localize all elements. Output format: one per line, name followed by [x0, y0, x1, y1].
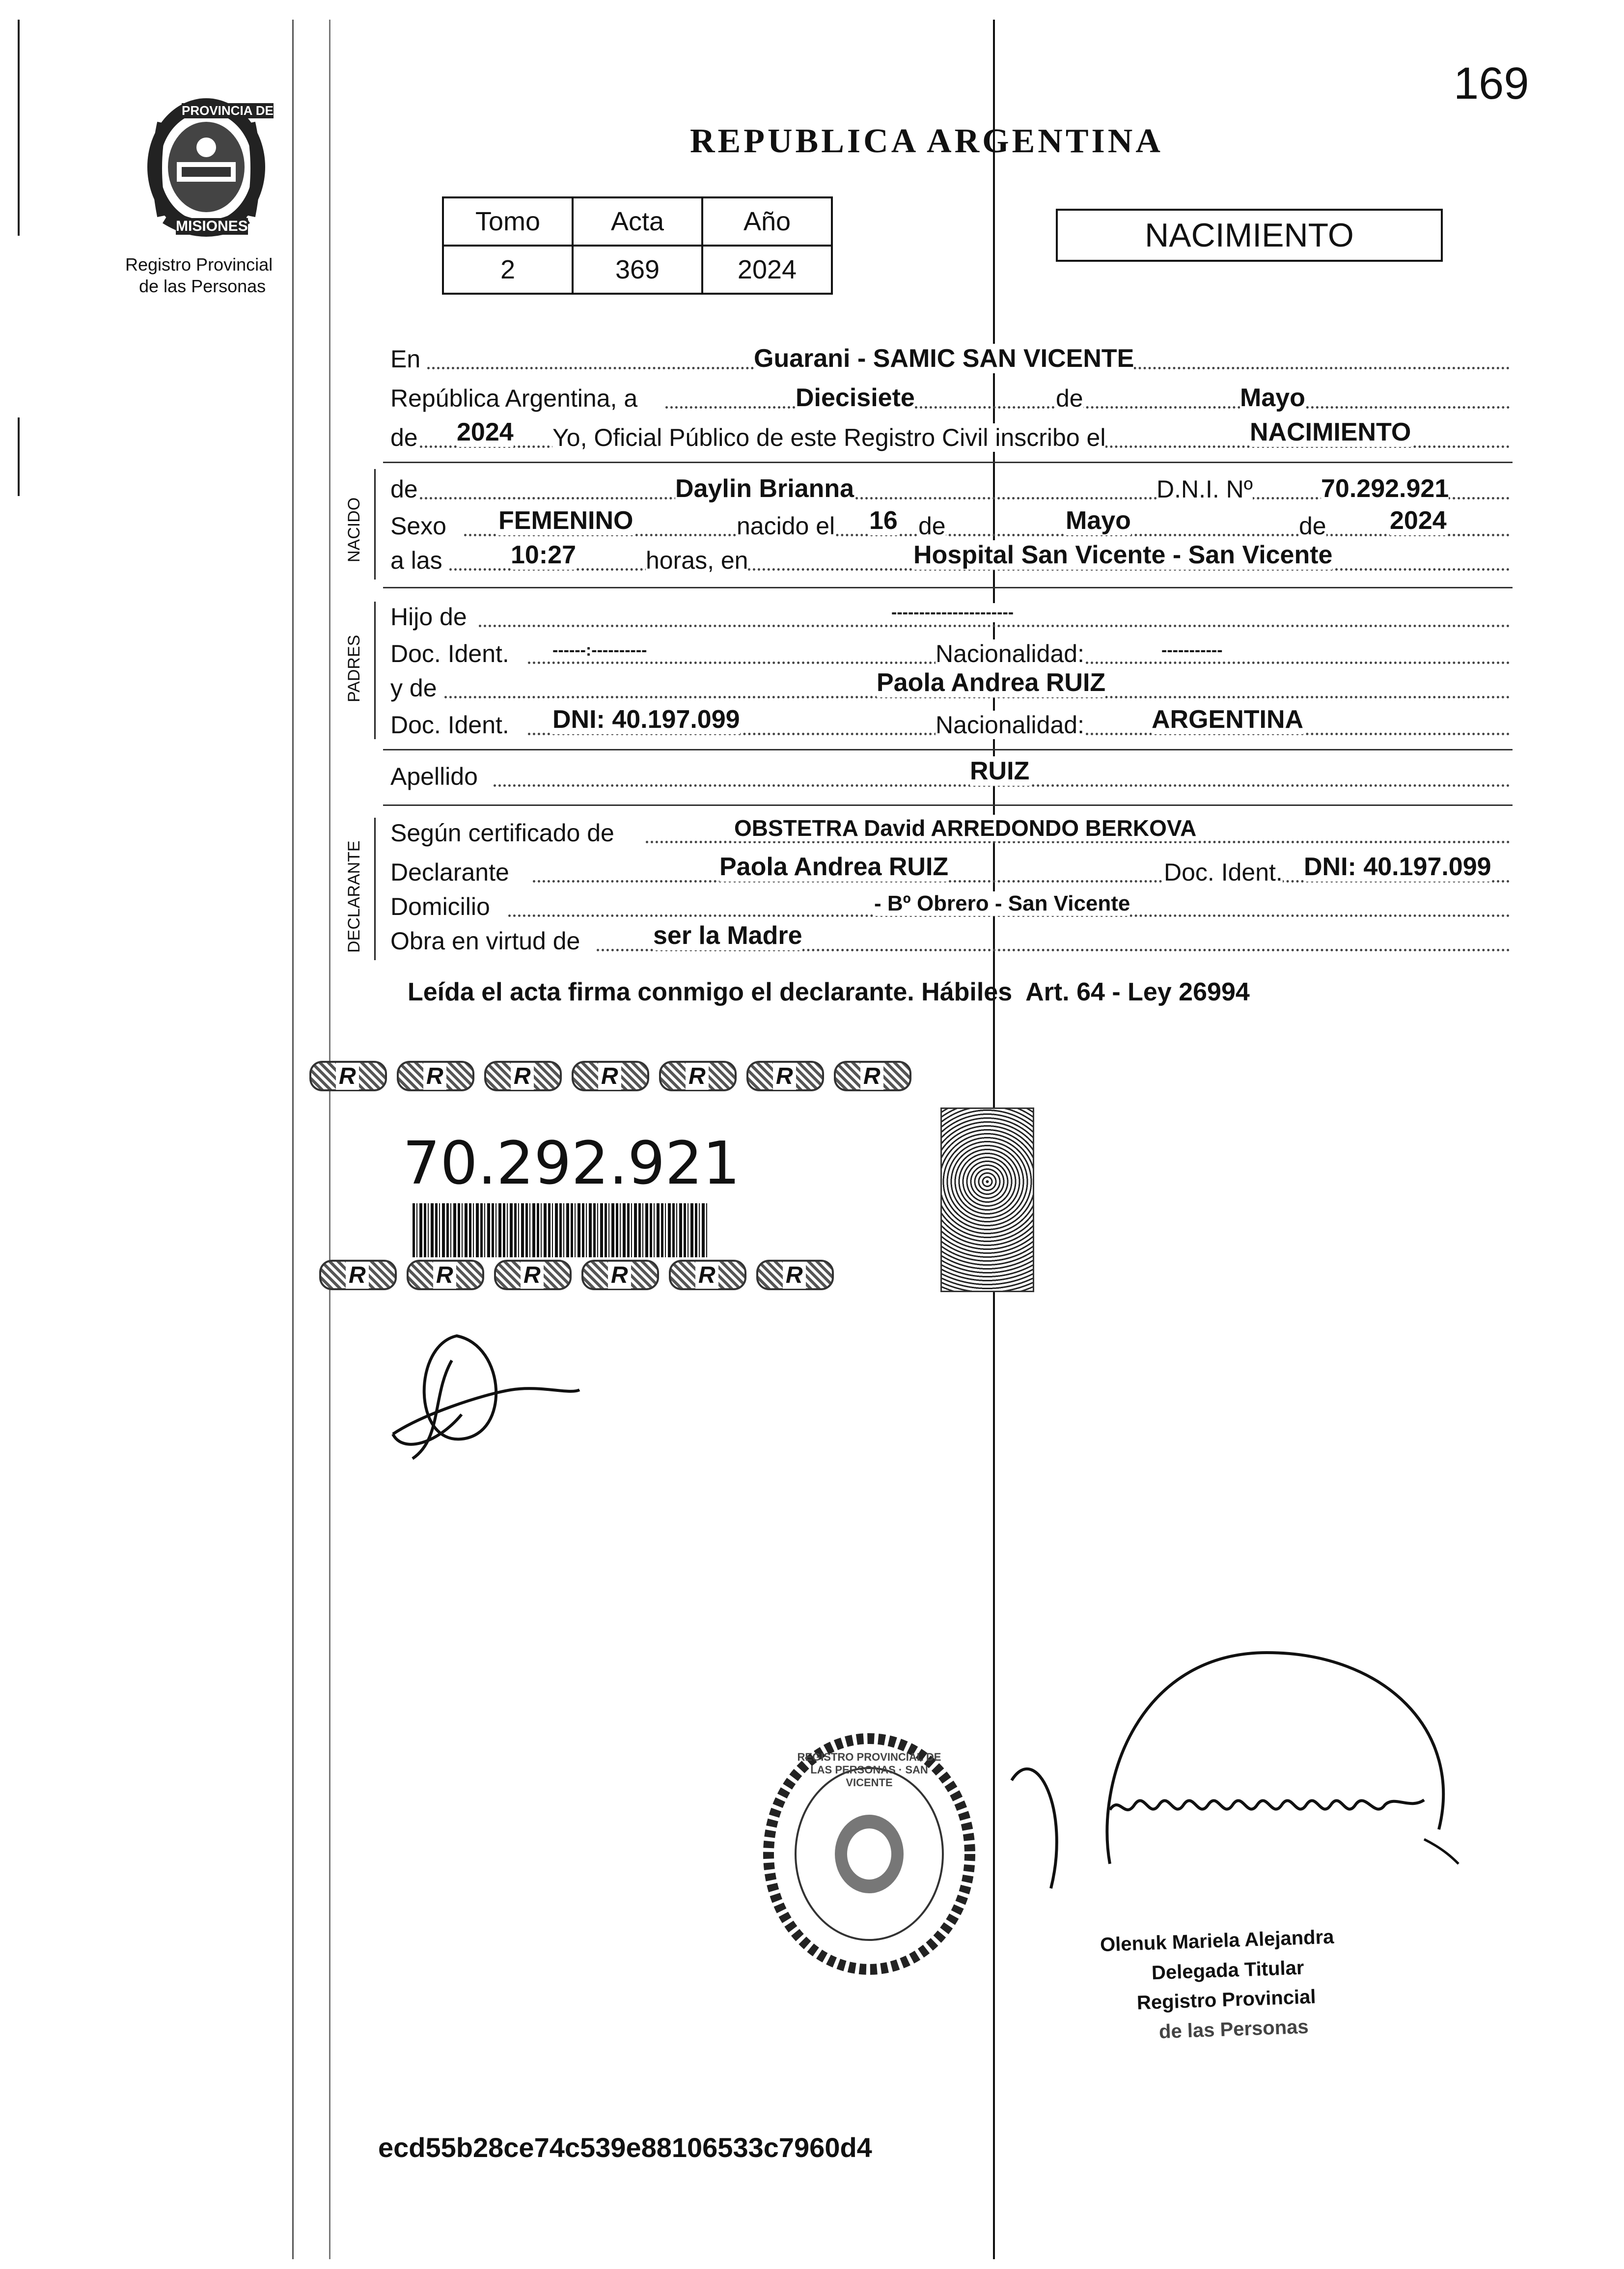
- side-label-padres: PADRES: [345, 635, 363, 702]
- doc1-value: ------:----------: [552, 641, 647, 660]
- row-nacido-time: [390, 541, 1510, 577]
- pattern-letter: R: [346, 1262, 369, 1289]
- divider-1: [383, 462, 1513, 463]
- value-anio: 2024: [702, 246, 832, 294]
- row-hijo: [390, 602, 1510, 633]
- row-nacido-sex: [390, 506, 1510, 542]
- year-act: NACIMIENTO: [1250, 418, 1411, 446]
- id-number: 70.292.921: [403, 1130, 741, 1198]
- document-title: REPUBLICA ARGENTINA: [690, 122, 1163, 160]
- pattern-letter: R: [783, 1262, 806, 1289]
- date-day: Diecisiete: [796, 384, 915, 412]
- scan-line-left: [18, 20, 20, 236]
- doc2-value: DNI: 40.197.099: [552, 705, 740, 734]
- doc1-label: Doc. Ident.: [390, 640, 509, 667]
- pattern-letter: R: [608, 1262, 631, 1289]
- row-nacido-name: [390, 474, 1510, 505]
- apellido-value: RUIZ: [970, 757, 1030, 785]
- doc2-label: Doc. Ident.: [390, 711, 509, 739]
- header-acta: Acta: [573, 197, 702, 246]
- row-date: [390, 383, 1510, 415]
- year-de: de: [390, 424, 418, 451]
- pattern-letter: R: [336, 1063, 359, 1090]
- year-value: 2024: [457, 418, 514, 446]
- closing-text: Leída el acta firma conmigo el declarante. Hábiles Art. 64 - Ley 26994: [408, 978, 1250, 1006]
- cert-value: OBSTETRA David ARREDONDO BERKOVA: [734, 815, 1197, 841]
- pattern-letter: R: [686, 1063, 709, 1090]
- provincia-misiones-seal-logo: [133, 93, 280, 246]
- seal-ring-text: REGISTRO PROVINCIAL DE LAS PERSONAS · SAN VICENTE: [797, 1751, 941, 1789]
- sex-label: Sexo: [390, 512, 446, 540]
- row-doc1: [390, 638, 1510, 670]
- official-seal: [759, 1731, 980, 1977]
- official-name: Olenuk Mariela Alejandra: [1100, 1926, 1335, 1956]
- document-hash: ecd55b28ce74c539e88106533c7960d4: [378, 2132, 872, 2163]
- place-value: Guarani - SAMIC SAN VICENTE: [754, 344, 1134, 373]
- official-org-1: Registro Provincial: [1136, 1986, 1317, 2014]
- side-label-nacido: NACIDO: [345, 497, 363, 562]
- seal-ring-bottom: MISIONES: [176, 218, 248, 234]
- official-org-2: de las Personas: [1158, 2016, 1309, 2043]
- side-label-declarante: DECLARANTE: [345, 840, 363, 953]
- nac2-value: ARGENTINA: [1152, 705, 1304, 734]
- pattern-letter: R: [521, 1262, 544, 1289]
- nacido-name: Daylin Brianna: [675, 474, 854, 503]
- decl-doc-value: DNI: 40.197.099: [1304, 853, 1491, 881]
- row-mother: [390, 668, 1510, 704]
- obra-value: ser la Madre: [653, 921, 802, 950]
- nac1-value: -----------: [1161, 641, 1223, 660]
- pattern-letter: R: [695, 1262, 718, 1289]
- born-label: nacido el: [737, 512, 835, 540]
- security-hologram: [940, 1107, 1034, 1292]
- decl-value: Paola Andrea RUIZ: [719, 853, 949, 881]
- pattern-letter: R: [598, 1063, 621, 1090]
- row-obra: [390, 921, 1510, 957]
- official-role: Delegada Titular: [1151, 1957, 1305, 1984]
- barcode: [413, 1203, 707, 1257]
- nac2-label: Nacionalidad:: [936, 711, 1084, 739]
- born-day: 16: [869, 506, 898, 535]
- pattern-letter: R: [423, 1063, 446, 1090]
- decl-label: Declarante: [390, 858, 509, 886]
- apellido-label: Apellido: [390, 763, 478, 790]
- dom-value: - Bº Obrero - San Vicente: [874, 891, 1130, 915]
- id-barcode-label: [309, 1061, 886, 1292]
- page-number: 169: [1454, 58, 1529, 109]
- divider-3: [383, 749, 1513, 750]
- header-tomo: Tomo: [443, 197, 573, 246]
- row-domicilio: [390, 891, 1510, 923]
- sex-value: FEMENINO: [498, 506, 633, 535]
- row-place: [390, 344, 1510, 375]
- yde-label: y de: [390, 674, 437, 702]
- value-tomo: 2: [443, 246, 573, 294]
- nacido-dni-label: D.N.I. Nº: [1156, 475, 1253, 503]
- row-apellido: [390, 757, 1510, 793]
- born-de-1: de: [918, 512, 946, 540]
- security-strip-top: [309, 1061, 911, 1091]
- pattern-letter: R: [433, 1262, 456, 1289]
- decl-doc-label: Doc. Ident.: [1164, 858, 1283, 886]
- row-year: [390, 418, 1510, 454]
- pattern-letter: R: [773, 1063, 796, 1090]
- value-acta: 369: [573, 246, 702, 294]
- scan-line-left-2: [18, 417, 20, 496]
- time-value: 10:27: [511, 541, 576, 569]
- official-signature: [992, 1633, 1473, 1908]
- date-label: República Argentina, a: [390, 385, 638, 412]
- registry-label-1: Registro Provincial: [125, 254, 273, 275]
- obra-label: Obra en virtud de: [390, 927, 580, 955]
- mother-name: Paola Andrea RUIZ: [877, 668, 1106, 697]
- record-table: [442, 196, 833, 295]
- header-anio: Año: [702, 197, 832, 246]
- security-strip-bottom: [319, 1260, 834, 1290]
- seal-ring-top: PROVINCIA DE: [182, 103, 274, 118]
- scan-line-margin: [292, 20, 294, 2259]
- born-year: 2024: [1390, 506, 1447, 535]
- pattern-letter: R: [860, 1063, 883, 1090]
- cert-label: Según certificado de: [390, 819, 614, 847]
- divider-4: [383, 804, 1513, 806]
- row-cert: [390, 815, 1510, 849]
- nacido-name-label: de: [390, 475, 418, 503]
- section-bar-nacido: [374, 469, 376, 580]
- section-bar-padres: [374, 602, 376, 739]
- born-month: Mayo: [1066, 506, 1131, 535]
- act-type-box: [1056, 209, 1443, 262]
- row-declarante: [390, 853, 1510, 888]
- divider-2: [383, 587, 1513, 588]
- hours-label: horas, en: [646, 547, 748, 574]
- place-label: En: [390, 345, 421, 373]
- nac1-label: Nacionalidad:: [936, 640, 1084, 667]
- date-month: Mayo: [1240, 384, 1305, 412]
- section-bar-declarante: [374, 818, 376, 960]
- row-doc2: [390, 705, 1510, 741]
- date-de: de: [1056, 385, 1083, 412]
- dom-label: Domicilio: [390, 893, 490, 920]
- hijo-value: ----------------------: [891, 603, 1014, 622]
- year-text: Yo, Oficial Público de este Registro Civil inscribo el: [552, 424, 1106, 451]
- declarant-signature: [383, 1316, 589, 1464]
- hijo-label: Hijo de: [390, 603, 467, 631]
- time-label: a las: [390, 547, 442, 574]
- birth-place: Hospital San Vicente - San Vicente: [913, 541, 1333, 569]
- registry-label-2: de las Personas: [139, 276, 266, 296]
- pattern-letter: R: [511, 1063, 534, 1090]
- act-type: NACIMIENTO: [1145, 217, 1354, 254]
- born-de-2: de: [1299, 512, 1326, 540]
- nacido-dni: 70.292.921: [1321, 474, 1449, 503]
